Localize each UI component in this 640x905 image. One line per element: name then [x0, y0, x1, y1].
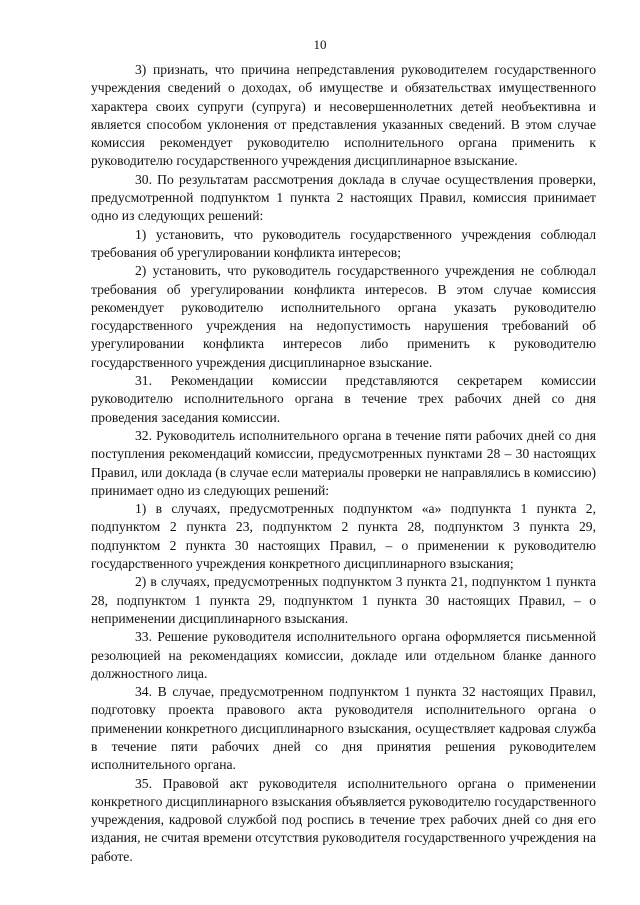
paragraph-32-item-1: 1) в случаях, предусмотренных подпунктом «а» подпункта 1 пункта 2, подпунктом 2 пункта 23, подпунктом 2 пункта 28, подпунктом 3 пункта 29, подпунктом 2 пункта 30 настоящих Правил, – о применении к руководителю государственного учреждения конкретного дисциплинарного взыскания;: [91, 501, 596, 572]
paragraph-35: 35. Правовой акт руководителя исполнительного органа о применении конкретного дисциплинарного взыскания объявляется руководителю государственного учреждения, кадровой службой под роспись в течение трех рабочих дней со дня его издания, не считая времени отсутствия руководителя государственного учреждения на работе.: [91, 775, 596, 864]
document-body: [91, 61, 596, 866]
page-number: 10: [313, 37, 327, 52]
paragraph-31: 31. Рекомендации комиссии представляются секретарем комиссии руководителю исполнительного органа в течение трех рабочих дней со дня проведения заседания комиссии.: [91, 373, 596, 425]
paragraph-34: 34. В случае, предусмотренном подпунктом 1 пункта 32 настоящих Правил, подготовку проекта правового акта руководителя исполнительного органа о применении конкретного дисциплинарного взыскания, осуществляет кадровая служба в течение пяти рабочих дней со дня принятия решения руководителем исполнительного органа.: [91, 684, 596, 773]
paragraph-30-item-1: 1) установить, что руководитель государственного учреждения соблюдал требования об урегулировании конфликта интересов;: [91, 226, 596, 260]
paragraph-item-3: 3) признать, что причина непредставления руководителем государственного учреждения сведений о доходах, об имуществе и обязательствах имущественного характера своих супруги (супруга) и несовершеннолетних детей необъективна и является способом уклонения от представления указанных сведений. В этом случае комиссия рекомендует руководителю исполнительного органа применить к руководителю государственного учреждения дисциплинарное взыскание.: [91, 62, 596, 169]
paragraph-30: 30. По результатам рассмотрения доклада в случае осуществления проверки, предусмотренной подпунктом 1 пункта 2 настоящих Правил, комиссия принимает одно из следующих решений:: [91, 171, 596, 224]
paragraph-33: 33. Решение руководителя исполнительного органа оформляется письменной резолюцией на рекомендациях комиссии, докладе или отдельном бланке данного должностного лица.: [91, 629, 596, 681]
paragraph-32: 32. Руководитель исполнительного органа в течение пяти рабочих дней со дня поступления рекомендаций комиссии, предусмотренных пунктами 28 – 30 настоящих Правил, или доклада (в случае если материалы проверки не направлялись в комиссию) принимает одно из следующих решений:: [91, 427, 596, 498]
paragraph-30-item-2: 2) установить, что руководитель государственного учреждения не соблюдал требования об урегулировании конфликта интересов. В этом случае комиссия рекомендует руководителю исполнительного органа указать руководителю государственного учреждения на недопустимость нарушения требований об урегулировании конфликта интересов либо применить к руководителю государственного учреждения дисциплинарное взыскание.: [91, 263, 596, 370]
paragraph-32-item-2: 2) в случаях, предусмотренных подпунктом 3 пункта 21, подпунктом 1 пункта 28, подпунктом 1 пункта 29, подпунктом 1 пункта 30 настоящих Правил, – о неприменении дисциплинарного взыскания.: [91, 574, 596, 626]
